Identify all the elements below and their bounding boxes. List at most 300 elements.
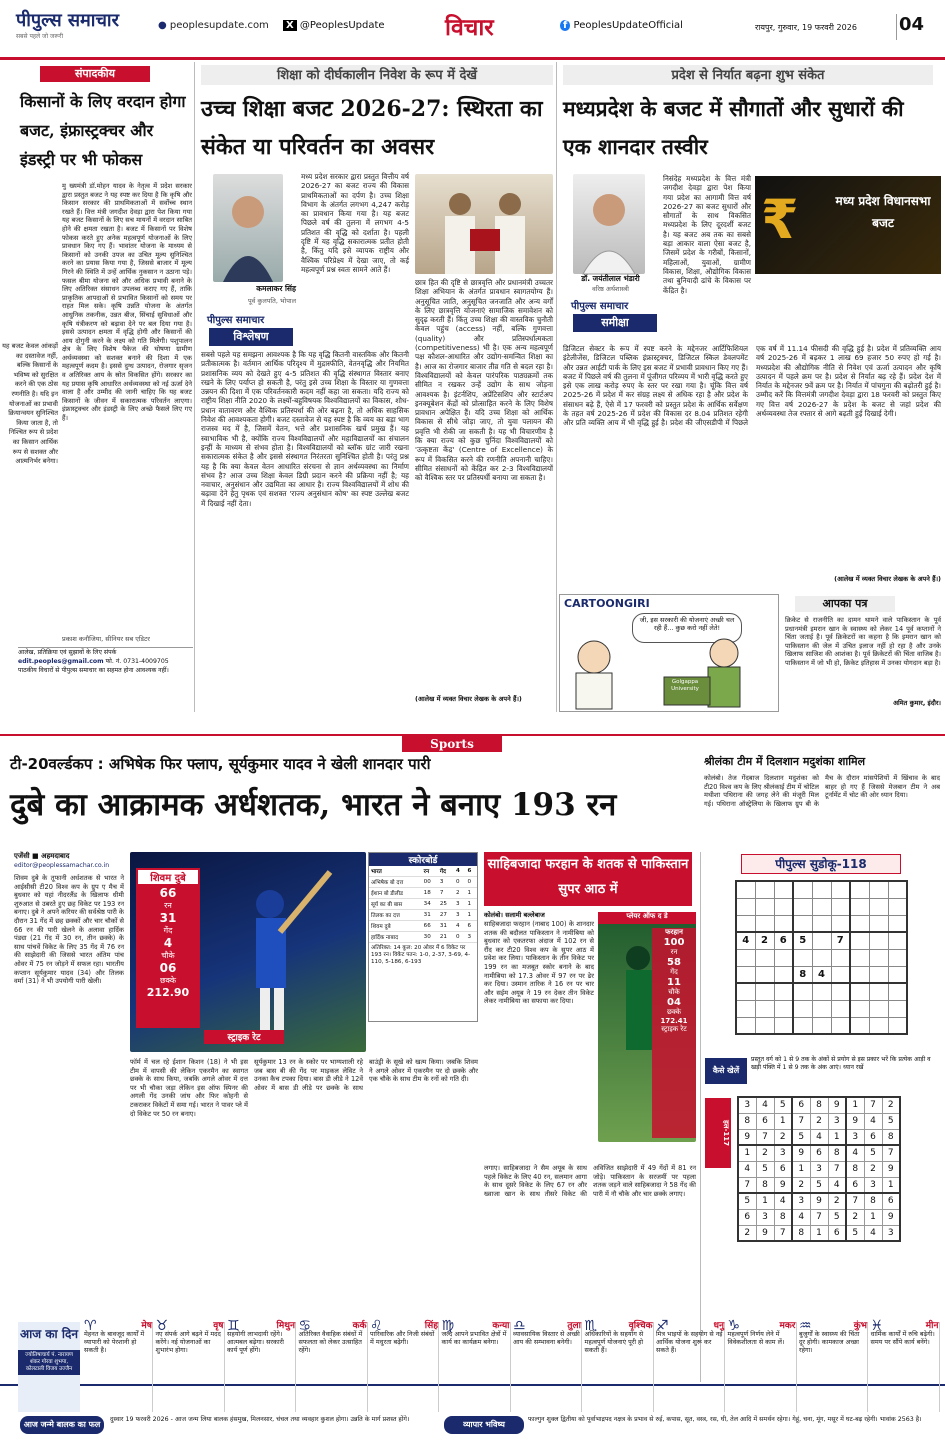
- sudoku-cell: 8: [864, 1193, 882, 1209]
- sudoku-cell[interactable]: [888, 898, 907, 915]
- score-cell: 3: [465, 932, 477, 943]
- article2-closing: (आलेख में व्यक्त विचार लेखक के अपने हैं।): [834, 575, 941, 583]
- pak-body-2: लगाए। साहिबजादा ने सैम अयूब के साथ पहले विकेट के लिए 40 रन, सलमान आगा के साथ दूसरे विकेट के लिए 67 रन और ख्वाजा खान के साथ तीसरे विकेट की अविजित साझेदारी में 49 गेंदों में 81 रन जोड़े। पाकिस्तान के सरजमीं पर पहला शतक जड़ने वाले साहिबजादा ने 58 गेंद की पारी में नौ चौके और चार छक्के लगाए।: [484, 1164, 699, 1198]
- sudoku-cell[interactable]: [850, 1000, 869, 1017]
- sudoku-cell: 8: [882, 1129, 900, 1145]
- page-number: 04: [896, 14, 926, 40]
- sudoku-cell: 5: [828, 1209, 846, 1225]
- score-cell: अभिषेक बो दत्त: [369, 877, 422, 888]
- score-cell: 31: [438, 921, 454, 932]
- zodiac-icon: ♒: [799, 1318, 812, 1334]
- globe-icon: ●: [158, 20, 167, 31]
- sudoku-cell: 4: [864, 1113, 882, 1129]
- sudoku-cell: 1: [828, 1129, 846, 1145]
- sudoku-cell: 7: [864, 1097, 882, 1113]
- zodiac-icon: ♐: [656, 1318, 669, 1334]
- sudoku-cell: 9: [846, 1113, 864, 1129]
- sudoku-cell[interactable]: 4: [812, 966, 831, 983]
- stat-balls-label: गेंद: [163, 926, 173, 935]
- sudoku-cell[interactable]: [812, 983, 831, 1000]
- score-cell: 3: [438, 877, 454, 888]
- sudoku-cell[interactable]: [736, 966, 755, 983]
- sudoku-cell[interactable]: [850, 966, 869, 983]
- sudoku-cell[interactable]: [831, 1017, 850, 1034]
- sudoku-cell: 7: [882, 1145, 900, 1161]
- sudoku-cell: 5: [846, 1225, 864, 1241]
- sudoku-cell: 1: [792, 1161, 810, 1177]
- sudoku-cell: 4: [774, 1193, 792, 1209]
- letter-box: [781, 594, 945, 712]
- sudoku-cell[interactable]: 8: [793, 966, 812, 983]
- sports-email[interactable]: editor@peoplessamachar.co.in: [14, 862, 110, 869]
- sudoku-cell[interactable]: [793, 1000, 812, 1017]
- sudoku-cell[interactable]: [812, 898, 831, 915]
- sudoku-cell: 8: [756, 1177, 774, 1193]
- sudoku-cell: 6: [774, 1161, 792, 1177]
- sudoku-cell[interactable]: [774, 983, 793, 1000]
- article2-headline: मध्यप्रदेश के बजट में सौगातों और सुधारों की एक शानदार तस्वीर: [563, 96, 904, 159]
- scoreboard-title: स्कोरबोर्ड: [369, 853, 477, 866]
- article2-kicker: प्रदेश से निर्यात बढ़ना शुभ संकेत: [563, 65, 933, 85]
- sudoku-cell: 7: [810, 1209, 828, 1225]
- sudoku-cell[interactable]: [831, 881, 850, 898]
- sudoku-cell[interactable]: [850, 915, 869, 932]
- sudoku-cell: 1: [810, 1225, 828, 1241]
- sudoku-cell: 8: [738, 1113, 756, 1129]
- sudoku-row: [736, 898, 907, 915]
- sudoku-cell: 5: [810, 1177, 828, 1193]
- sign-name: मकर: [779, 1321, 796, 1331]
- sudoku-cell: 8: [828, 1145, 846, 1161]
- sudoku-cell: 3: [828, 1113, 846, 1129]
- sudoku-cell: 6: [864, 1129, 882, 1145]
- sudoku-cell: 3: [882, 1225, 900, 1241]
- x-handle[interactable]: X @PeoplesUpdate: [283, 20, 403, 36]
- farhan-balls: 58: [667, 957, 681, 968]
- sudoku-cell: 5: [882, 1113, 900, 1129]
- sudoku-cell[interactable]: [774, 966, 793, 983]
- stat-sixes-label: छक्के: [159, 976, 177, 985]
- score-cell: हार्दिक नाबाद: [369, 932, 422, 943]
- sports-kicker: टी-20वर्ल्डकप : अभिषेक फिर फ्लाप, सूर्यकुमार यादव ने खेली शानदार पारी: [10, 755, 431, 773]
- sign-card: [298, 1318, 368, 1412]
- editorial-body: मु ख्यमंत्री डॉ.मोहन यादव के नेतृत्व में प्रदेश सरकार द्वारा प्रस्तुत बजट ने यह स्पष्ट कर दिया है कि कृषि और किसान सरकार की प्राथमिकताओं में सर्वोच्च स्थान रखते हैं। वित्त मंत्री जगदीश देवड़ा द्वारा पेश किया गया यह बजट किसानों के लिए सच मायनों में वरदान साबित होने की क्षमता रखता है। बजट में किसानों पर विशेष फोकस करते हुए अनेक महत्वपूर्ण योजनाओं के लिए प्रावधान किए गए हैं। भावांतर योजना के माध्यम से किसानों को उनकी उपज का उचित मूल्य सुनिश्चित करने का प्रयास किया गया है, जिससे बाजार में मूल्य गिरने की स्थिति में उन्हें आर्थिक नुकसान न उठाना पड़े। फसल बीमा योजना को और अधिक प्रभावी बनाने के लिए अतिरिक्त संसाधन उपलब्ध कराए गए हैं, ताकि प्राकृतिक आपदाओं से प्रभावित किसानों को समय पर राहत मिल सके। कृषि उन्नति योजना के अंतर्गत आधुनिक तकनीक, उन्नत बीज, सिंचाई सुविधाओं और कृषि यंत्रीकरण को बढ़ावा देने पर बल दिया गया है। इससे उत्पादन क्षमता में वृद्धि होगी और किसानों की आय दोगुनी करने के लक्ष्य को गति मिलेगी। पशुपालन क्षेत्र के लिए विशेष पैकेज की घोषणा ग्रामीण अर्थव्यवस्था को सशक्त बनाने की दिशा में एक महत्वपूर्ण कदम है। इससे दुग्ध उत्पादन, रोजगार सृजन व अतिरिक्त आय के स्रोत विकसित होंगे। सरकार का यह प्रयास कृषि आधारित अर्थव्यवस्था को नई ऊर्जा देने वाला है और उम्मीद की जानी चाहिए कि यह बजट किसानों के जीवन में सकारात्मक परिवर्तन लाएगा। इंफ्रास्ट्रक्चर और इंडस्ट्री के लिए अच्छे फैसले लिए गए हैं।: [62, 182, 195, 423]
- article1-author-role: पूर्व कुलपति, भोपाल: [247, 297, 296, 305]
- score-cell: गेंद: [438, 866, 454, 877]
- sign-card: [441, 1318, 511, 1412]
- sign-text: नए संपर्क आगे बढ़ने में मदद करेंगे। नई योजनाओं का शुभारंभ होगा।: [155, 1330, 221, 1354]
- born-label: आज जन्मे बालक का फल: [20, 1416, 104, 1434]
- article2-author-role: वरिष्ठ अर्थशास्त्री: [592, 285, 629, 293]
- pak-body: साहिबजादा फरहान (नाबाद 100) के शानदार शतक की बदौलत पाकिस्तान ने नामीबिया को बुधवार को एकतरफा अंदाज में 102 रन से रौंद कर टी20 विश्व कप के सुपर आठ में प्रवेश कर लिया। पाकिस्तान के तीन विकेट पर 199 रन का मजबूत स्कोर बनाने के बाद नामीबिया को 17.3 ओवर में 97 रन पर ढेर कर दिया। उस्मान तारिक ने 16 रन पर चार और सईम अयूब ने 19 रन देकर तीन विकेट लेकर नामीबिया का सफाया कर दिया।: [484, 920, 597, 1006]
- sudoku-cell[interactable]: [793, 881, 812, 898]
- score-cell: 7: [438, 888, 454, 899]
- sudoku-row: [736, 881, 907, 898]
- sudoku-cell[interactable]: [774, 1017, 793, 1034]
- letter-body: क्रिकेट से राजनीति का दामन थामने वाले पाकिस्तान के पूर्व प्रधानमंत्री इमरान खान के स्वास्थ्य को लेकर 14 पूर्व कप्तानों ने चिंता जताई है। पूर्व क्रिकेटरों का कहना है कि इमरान खान को पाकिस्तान की जेल में उचित इलाज नहीं हो रहा है और उनके खिलाफ साजिश की आशंका है। पूर्व क्रिकेटरों की चिंता वाजिब है। पाकिस्तान में जो भी हो, क्रिकेट इतिहास में उनका योगदान बड़ा है।: [785, 616, 944, 667]
- sudoku-cell[interactable]: [755, 898, 774, 915]
- editorial-byline: प्रकाश कनौजिया, सीनियर सब एडिटर: [62, 635, 150, 643]
- farhan-sixes: 04: [667, 997, 681, 1008]
- sudoku-cell[interactable]: [869, 932, 888, 949]
- sudoku-cell[interactable]: [869, 1000, 888, 1017]
- sudoku-cell[interactable]: [869, 1017, 888, 1034]
- sudoku-cell[interactable]: [812, 1017, 831, 1034]
- score-cell: 1: [465, 910, 477, 921]
- sudoku-cell[interactable]: [869, 881, 888, 898]
- sudoku-cell[interactable]: [812, 1000, 831, 1017]
- sudoku-cell[interactable]: [736, 898, 755, 915]
- article2-brand: पीपुल्स समाचार: [571, 301, 629, 312]
- sudoku-cell: 5: [738, 1193, 756, 1209]
- sudoku-cell[interactable]: [736, 949, 755, 966]
- sign-name: कन्या: [492, 1321, 510, 1331]
- sudoku-cell[interactable]: 5: [793, 932, 812, 949]
- scoreboard-note: अतिरिक्त: 14 कुल: 20 ओवर में 6 विकेट पर 193 रन। विकेट पतन: 1-0, 2-37, 3-69, 4-110, 5-186, 6-193: [371, 945, 471, 965]
- score-cell: 25: [438, 899, 454, 910]
- sudoku-cell: 5: [864, 1145, 882, 1161]
- sudoku-cell[interactable]: [869, 966, 888, 983]
- letter-tag: आपका पत्र: [795, 596, 895, 612]
- sign-text: धार्मिक कार्यों में रुचि बढ़ेगी। समय पर सौंपे कार्य बनेंगे।: [870, 1330, 935, 1346]
- sudoku-cell[interactable]: [831, 966, 850, 983]
- article1-headline: उच्च शिक्षा बजट 2026-27: स्थिरता का संकेत या परिवर्तन का अवसर: [201, 96, 543, 160]
- footer-contact: आलेख, प्रतिक्रिया एवं सुझावों के लिए संपर्क: [18, 649, 117, 656]
- sudoku-cell[interactable]: [869, 983, 888, 1000]
- sudoku-row: [736, 915, 907, 932]
- website-link[interactable]: ● peoplesupdate.com: [158, 20, 269, 31]
- sudoku-cell: 3: [738, 1097, 756, 1113]
- stat-balls: 31: [159, 911, 177, 925]
- budget-graphic: [755, 176, 941, 274]
- farhan-runs: 100: [663, 937, 685, 948]
- horoscope-title-box: [18, 1322, 80, 1412]
- sports-band: [0, 734, 945, 750]
- sports-body-2: फॉर्म में चल रहे ईशान किशन (18) ने भी इस टीम में वापसी की लेकिन एकरमैन का स्वागत छक्के के साथ किया, जबकि अगले ओवर में दत्त पर भी चौका जड़ा लेकिन इस ऑफ स्पिनर की अगली गेंद उनकी जांघ और फिर कोहनी से टकराकर विकेटों में समा गई। भारत ने पावर प्ले में दो विकेट पर 50 रन बनाए।: [130, 1058, 251, 1118]
- farhan-sr: 172.41: [660, 1017, 688, 1025]
- sudoku-cell[interactable]: [736, 881, 755, 898]
- sudoku-answer-label: हल-117: [705, 1098, 731, 1168]
- farhan-balls-label: गेंद: [670, 968, 678, 976]
- sudoku-row: [736, 1000, 907, 1017]
- dube-stats-name: शिवम दुबे: [138, 870, 198, 884]
- zodiac-icon: ♉: [155, 1318, 169, 1334]
- score-cell: 1: [465, 899, 477, 910]
- stat-strike-rate: 212.90: [146, 986, 190, 999]
- sudoku-cell[interactable]: [850, 881, 869, 898]
- farhan-sr-label: स्ट्राइक रेट: [661, 1025, 687, 1033]
- zodiac-icon: ♍: [441, 1318, 455, 1334]
- sign-name: मिथुन: [276, 1321, 295, 1331]
- sudoku-cell[interactable]: [888, 915, 907, 932]
- sudoku-cell: 6: [846, 1177, 864, 1193]
- dateline: रायपुर, गुरुवार, 19 फरवरी 2026: [755, 23, 857, 32]
- sudoku-cell[interactable]: [774, 915, 793, 932]
- sudoku-cell: 7: [738, 1177, 756, 1193]
- horoscope-title: आज का दिन: [20, 1327, 78, 1341]
- sudoku-row: [736, 1017, 907, 1034]
- sudoku-cell[interactable]: [755, 966, 774, 983]
- sudoku-cell[interactable]: [774, 881, 793, 898]
- sudoku-cell[interactable]: [774, 949, 793, 966]
- sudoku-cell[interactable]: [736, 983, 755, 1000]
- sudoku-cell[interactable]: [850, 949, 869, 966]
- facebook-handle[interactable]: f PeoplesUpdateOfficial: [560, 20, 735, 36]
- score-cell: 2: [454, 888, 465, 899]
- author-portrait-icon: [213, 174, 283, 282]
- article1-author: कमलाकर सिंह: [256, 284, 296, 293]
- scoreboard-table: [369, 866, 477, 943]
- score-cell: 0: [465, 877, 477, 888]
- sudoku-cell[interactable]: [793, 1017, 812, 1034]
- sudoku-cell: 2: [738, 1225, 756, 1241]
- sudoku-cell: 1: [846, 1097, 864, 1113]
- sudoku-cell[interactable]: [755, 949, 774, 966]
- section-title: विचार: [445, 14, 494, 41]
- born-text: दुस्वार 19 फरवरी 2026 - आज जन्म लिया बालक हंसमुख, मिलनसार, चंचल तथा व्यवहार कुशल होगा। उन्नति के मार्ग प्रशस्त होंगे।: [110, 1416, 410, 1423]
- sudoku-cell: 4: [828, 1177, 846, 1193]
- sudoku-cell: 2: [756, 1145, 774, 1161]
- article1-col2-body: छात्र हित की दृष्टि से छात्रवृत्ति और प्रधानमंत्री उच्चतर शिक्षा अभियान के अंतर्गत प्रावधान स्वागतयोग्य हैं। अनुसूचित जाति, अनुसूचित जनजाति और अन्य वर्गों के लिए छात्रवृत्ति योजनाएं सामाजिक समावेशन को सुदृढ़ करती हैं। किंतु उच्च शिक्षा की वास्तविक चुनौती केवल पहुंच (access) नहीं, बल्कि गुणवत्ता (quality) और प्रतिस्पर्धात्मकता (competitiveness) भी है। एक अन्य महत्वपूर्ण पक्ष कौशल-आधारित और उद्योग-समन्वित शिक्षा का है। आज का रोजगार बाजार तीव्र गति से बदल रहा है। विश्वविद्यालयों को केवल पारंपरिक पाठ्यक्रमों तक सीमित न रखकर उन्हें उद्योग के साथ जोड़ना आवश्यक है। इंटर्नशिप, अप्रेंटिसशिप और स्टार्टअप इनक्यूबेशन केंद्रों को प्रोत्साहित करने के लिए विशेष प्रावधान अपेक्षित हैं। यदि उच्च शिक्षा को आर्थिक विकास से सीधे जोड़ा जाए, तो युवा पलायन की प्रवृत्ति भी रोकी जा सकती है। यह भी विचारणीय है कि क्या राज्य को कुछ चुनिंदा विश्वविद्यालयों को 'उत्कृष्टता केंद्र' (Centre of Excellence) के रूप में विकसित करने की रणनीति अपनानी चाहिए। सीमित संसाधनों को केंद्रित कर 2-3 विश्वविद्यालयों को वैश्विक स्तर पर प्रतिस्पर्धी बनाया जा सकता है।: [415, 278, 556, 483]
- score-row: [369, 866, 477, 877]
- sudoku-cell[interactable]: [869, 898, 888, 915]
- editorial-tag: संपादकीय: [40, 66, 150, 82]
- brand-name: पीपुल्स समाचार: [16, 10, 119, 31]
- sudoku-title: पीपुल्स सुडोकू-118: [741, 854, 901, 874]
- sudoku-cell[interactable]: [888, 966, 907, 983]
- farhan-fours: 11: [667, 977, 681, 988]
- sudoku-cell: 7: [756, 1129, 774, 1145]
- sudoku-cell[interactable]: [888, 1000, 907, 1017]
- scoreboard: [368, 852, 478, 1022]
- article-education: [197, 62, 557, 712]
- zodiac-icon: ♋: [298, 1318, 312, 1334]
- sign-card: [155, 1318, 225, 1412]
- sudoku-how-label: कैसे खेलें: [705, 1058, 747, 1084]
- sudoku-answer-grid: [737, 1096, 901, 1242]
- sudoku-cell[interactable]: [812, 915, 831, 932]
- sudoku-cell[interactable]: [793, 915, 812, 932]
- article2-author: डॉ. जयंतीलाल भंडारी: [581, 274, 640, 283]
- sudoku-how-text: प्रस्तुत वर्ग को 1 से 9 तक के अंकों से प्रयोग से इस प्रकार भरें कि प्रत्येक आड़ी व खड़ी पंक्ति में 1 से 9 तक के अंक आएं। ध्यान रखें: [751, 1056, 931, 1071]
- editorial-section: [0, 62, 195, 712]
- sudoku-cell[interactable]: [755, 983, 774, 1000]
- sudoku-cell[interactable]: [812, 949, 831, 966]
- article1-closing: (आलेख में व्यक्त विचार लेखक के अपने हैं।): [415, 695, 522, 703]
- sudoku-cell[interactable]: [888, 949, 907, 966]
- sign-card: [799, 1318, 868, 1412]
- sudoku-cell: 1: [864, 1209, 882, 1225]
- score-cell: 4: [454, 921, 465, 932]
- score-cell: 1: [465, 888, 477, 899]
- sudoku-cell[interactable]: 2: [755, 932, 774, 949]
- sudoku-cell[interactable]: [888, 881, 907, 898]
- sudoku-cell: 6: [792, 1097, 810, 1113]
- horoscope-panel: [0, 1318, 945, 1445]
- sudoku-cell[interactable]: [888, 983, 907, 1000]
- sudoku-cell[interactable]: [850, 898, 869, 915]
- sudoku-cell: 7: [846, 1193, 864, 1209]
- farhan-name: फरहान: [665, 928, 683, 936]
- sign-name: कर्क: [352, 1321, 367, 1331]
- score-row: [369, 921, 477, 932]
- sudoku-cell[interactable]: [850, 983, 869, 1000]
- sign-card: [656, 1318, 725, 1412]
- sudoku-cell[interactable]: [850, 1017, 869, 1034]
- zodiac-icon: ♏: [584, 1318, 598, 1334]
- sudoku-cell: 1: [738, 1145, 756, 1161]
- sudoku-cell: 6: [756, 1113, 774, 1129]
- score-row: [369, 910, 477, 921]
- sudoku-cell: 2: [810, 1113, 828, 1129]
- stat-runs: 66: [159, 886, 177, 900]
- sudoku-row: [736, 983, 907, 1000]
- sudoku-cell[interactable]: [869, 949, 888, 966]
- footer-disclaimer: पाठकीय विचारों से पीपुल्स समाचार का सहमत होना आवश्यक नहीं।: [18, 667, 169, 674]
- sudoku-row: [738, 1129, 900, 1145]
- pak-headline: साहिबजादा फरहान के शतक से पाकिस्तान सुपर आठ में: [484, 852, 692, 906]
- brand-tagline: सबसे पहले जो जरूरी: [16, 33, 64, 40]
- zodiac-icon: ♊: [227, 1318, 240, 1334]
- sign-card: [227, 1318, 296, 1412]
- finance-minister-photo: [415, 174, 553, 274]
- dube-stats-panel: [136, 868, 200, 1028]
- sudoku-cell[interactable]: [755, 915, 774, 932]
- pakistan-section: [482, 852, 697, 1382]
- sudoku-cell[interactable]: [850, 932, 869, 949]
- sudoku-cell[interactable]: [736, 915, 755, 932]
- sudoku-cell[interactable]: [831, 915, 850, 932]
- sports-label: Sports: [402, 736, 502, 752]
- sudoku-cell[interactable]: [831, 1000, 850, 1017]
- sudoku-cell: 2: [792, 1177, 810, 1193]
- sudoku-cell: 4: [792, 1209, 810, 1225]
- zodiac-icon: ♎: [513, 1318, 526, 1334]
- sudoku-cell[interactable]: [774, 1000, 793, 1017]
- article1-badge: विश्लेषण: [209, 328, 293, 346]
- footer-email[interactable]: edit.peoples@gmail.com: [18, 658, 104, 665]
- sudoku-cell: 8: [792, 1225, 810, 1241]
- sudoku-cell[interactable]: [755, 1017, 774, 1034]
- score-row: [369, 888, 477, 899]
- biz-label: व्यापार भविष्य: [444, 1416, 524, 1434]
- score-cell: रन: [422, 866, 438, 877]
- sudoku-cell: 4: [810, 1129, 828, 1145]
- sudoku-cell[interactable]: [793, 949, 812, 966]
- sudoku-cell: 9: [810, 1193, 828, 1209]
- sudoku-cell[interactable]: [793, 898, 812, 915]
- article1-brand: पीपुल्स समाचार: [207, 315, 265, 326]
- zodiac-icon: ♌: [370, 1318, 383, 1334]
- sudoku-cell[interactable]: [793, 983, 812, 1000]
- sudoku-cell: 2: [846, 1209, 864, 1225]
- score-cell: ईशान बो डीलीड: [369, 888, 422, 899]
- sudoku-cell[interactable]: [774, 898, 793, 915]
- horoscope-astrologer: ज्योतिषाचार्य पं. नारायण शंकर गोरवा शुभपा, कोलटाली विजय उज्जैन: [18, 1350, 80, 1375]
- sudoku-row: [738, 1209, 900, 1225]
- sudoku-cell[interactable]: [812, 881, 831, 898]
- srilanka-body: कोलंबो। तेज गेंदबाज दिलशान मदुशंका को टी20 विश्व कप के लिए श्रीलंकाई टीम में चोटिल मथीशा पथिराना की जगह लेने की मंजूरी मिल गई। पथिराना ऑस्ट्रेलिया के खिलाफ ग्रुप बी के मैच के दौरान मांसपेशियों में खिंचाव के बाद बाहर हो गए हैं जिससे मेजबान टीम ने अब टूर्नामेंट में चोट की ओर ध्यान दिया।: [704, 774, 943, 808]
- sudoku-row: [736, 966, 907, 983]
- sudoku-cell: 2: [774, 1129, 792, 1145]
- cartoon-bubble: जी, इस सरकारी की योजनाएं अच्छी चल रही हैं... कुछ करो नहीं लेते!: [632, 613, 742, 643]
- sudoku-cell[interactable]: [831, 898, 850, 915]
- article2-body: डिजिटल सेक्टर के रूप में स्पष्ट करने के मद्देनजर आर्टिफिशियल इंटेलीजेंस, डिजिटल पब्लिक इंफ्रास्ट्रक्चर, डिजिटल स्किल डेवलपमेंट और उन्नत आईटी पार्क के लिए इस बजट में प्रभावी प्रावधान किए गए हैं। बजट में पिछले वर्ष की तुलना में पूंजीगत परिव्यय में भारी वृद्धि करते हुए इसे एक लाख करोड़ रुपए के स्तर पर रखा गया है। चूंकि वित्त वर्ष 2025-26 में प्रदेश में कर संग्रह लक्ष्य से अधिक रहा है और प्रदेश के संसाधन बढ़े हैं, ऐसे में 17 फरवरी को प्रस्तुत प्रदेश के आर्थिक सर्वेक्षण के तहत वर्ष 2025-26 में प्रदेश की विकास दर 8.04 प्रतिशत रहेगी और प्रति व्यक्ति आय में भी वृद्धि हुई है। प्रदेश की जीएसडीपी में पिछले एक वर्ष में 11.14 फीसदी की वृद्धि हुई है। प्रदेश में प्रतिव्यक्ति आय वर्ष 2025-26 में बढ़कर 1 लाख 69 हजार 50 रुपए हो गई है। मध्यप्रदेश की औद्योगिक नीति से निवेश एवं ऊर्जा उत्पादन और कृषि उत्पादन में पहले क्रम पर है। प्रदेश से निर्यात बढ़ रहे हैं। प्रदेश देश में निर्यात के मद्देनजर 9वें क्रम पर है। निर्यात में पांचगुना की बढ़ोतरी हुई है। उम्मीद करें कि वित्तमंत्री जगदीश देवड़ा द्वारा 18 फरवरी को प्रस्तुत किए गए वित्त वर्ष 2026-27 के प्रदेश के बजट से जहां प्रदेश की अर्थव्यवस्था तेज रफ्तार से आगे बढ़ती हुई दिखाई देगी।: [563, 344, 944, 428]
- zodiac-icon: ♓: [870, 1318, 884, 1334]
- stat-sixes: 06: [159, 961, 177, 975]
- sign-card: [370, 1318, 439, 1412]
- budget-briefcase-icon: [415, 174, 553, 274]
- sudoku-cell[interactable]: [831, 949, 850, 966]
- sudoku-cell: 3: [774, 1145, 792, 1161]
- score-cell: 34: [422, 899, 438, 910]
- score-cell: 6: [465, 921, 477, 932]
- sudoku-cell: 9: [756, 1225, 774, 1241]
- sudoku-row: [738, 1145, 900, 1161]
- sudoku-cell: 9: [882, 1209, 900, 1225]
- sudoku-cell: 5: [756, 1161, 774, 1177]
- sudoku-cell[interactable]: [736, 1000, 755, 1017]
- budget-graphic-title: मध्य प्रदेश विधानसभा बजट: [835, 194, 931, 230]
- sudoku-cell[interactable]: [755, 881, 774, 898]
- sudoku-cell[interactable]: 7: [831, 932, 850, 949]
- sports-headline: दुबे का आक्रामक अर्धशतक, भारत ने बनाए 193 रन: [10, 787, 617, 823]
- sudoku-puzzle-grid[interactable]: [735, 880, 908, 1035]
- sudoku-row: [736, 932, 907, 949]
- score-cell: 0: [454, 877, 465, 888]
- brand-logo: [16, 8, 156, 48]
- farhan-fours-label: चौके: [668, 988, 680, 996]
- sudoku-cell[interactable]: [869, 915, 888, 932]
- sudoku-cell[interactable]: 4: [736, 932, 755, 949]
- score-cell: 30: [422, 932, 438, 943]
- sudoku-cell: 6: [882, 1193, 900, 1209]
- sudoku-cell: 1: [882, 1177, 900, 1193]
- sign-card: [84, 1318, 153, 1412]
- sudoku-cell: 2: [864, 1161, 882, 1177]
- sign-name: वृश्चिक: [628, 1321, 653, 1331]
- sudoku-cell: 6: [738, 1209, 756, 1225]
- rupee-coin-icon: ₹: [761, 188, 799, 251]
- sudoku-cell: 5: [774, 1097, 792, 1113]
- score-cell: 00: [422, 877, 438, 888]
- score-cell: 0: [454, 932, 465, 943]
- sudoku-cell[interactable]: [831, 983, 850, 1000]
- sudoku-cell[interactable]: [888, 932, 907, 949]
- sign-name: मीन: [925, 1321, 939, 1331]
- sudoku-cell: 3: [846, 1129, 864, 1145]
- sudoku-cell[interactable]: [736, 1017, 755, 1034]
- score-cell: 31: [422, 910, 438, 921]
- footer-phone: फो. नं. 0731-4009705: [105, 658, 169, 665]
- score-row: [369, 877, 477, 888]
- article1-kicker: शिक्षा को दीर्घकालीन निवेश के रूप में देखें: [201, 65, 553, 85]
- sudoku-cell: 9: [738, 1129, 756, 1145]
- article1-col1-intro: मध्य प्रदेश सरकार द्वारा प्रस्तुत वित्तीय वर्ष 2026-27 का बजट राज्य की विकास प्राथमिकताओं का दर्पण है। उच्च शिक्षा विभाग के अंतर्गत लगभग 4,247 करोड़ का प्रावधान किया गया है। यह बजट पिछले वर्ष की तुलना में लगभग 4-5 प्रतिशत की वृद्धि को दर्शाता है। पहली दृष्टि में यह वृद्धि सकारात्मक प्रतीत होती है, किंतु यदि इसे व्यापक राष्ट्रीय और वैश्विक परिप्रेक्ष्य में देखा जाए, तो कई महत्वपूर्ण प्रश्न स्वतः सामने आते हैं।: [301, 172, 412, 274]
- sign-card: [727, 1318, 797, 1412]
- x-logo-icon: X: [283, 20, 297, 31]
- pak-tag: प्लेयर ऑफ द डे: [598, 912, 696, 924]
- sudoku-cell[interactable]: 6: [774, 932, 793, 949]
- sudoku-cell[interactable]: [812, 932, 831, 949]
- score-cell: भारत: [369, 866, 422, 877]
- stat-fours: 4: [163, 936, 173, 950]
- score-row: [369, 932, 477, 943]
- score-cell: 66: [422, 921, 438, 932]
- sudoku-cell[interactable]: [755, 1000, 774, 1017]
- sudoku-cell[interactable]: [888, 1017, 907, 1034]
- sudoku-cell: 2: [882, 1097, 900, 1113]
